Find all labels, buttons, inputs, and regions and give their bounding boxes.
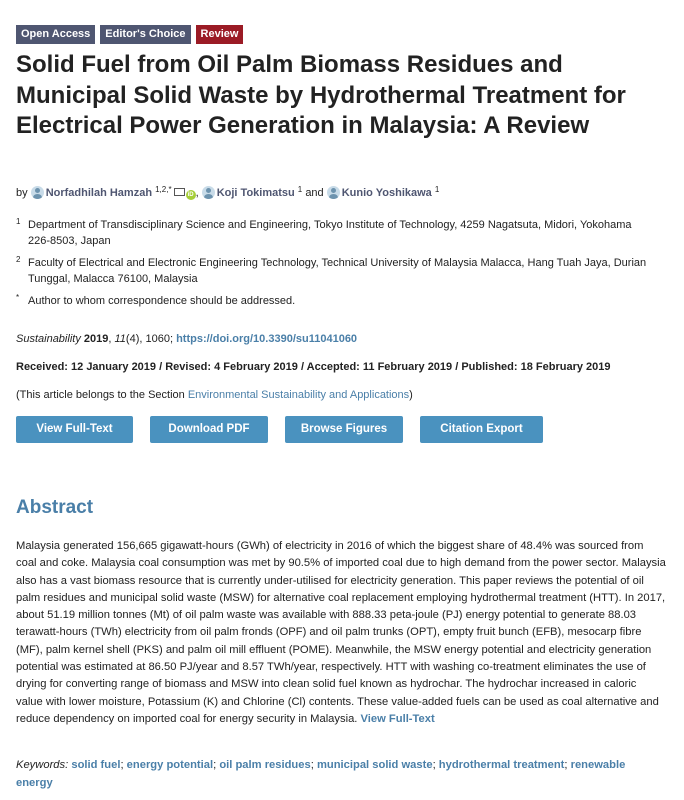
keyword-link[interactable]: oil palm residues — [219, 759, 311, 771]
author-sup: 1 — [434, 185, 440, 194]
author-link-tokimatsu[interactable]: Koji Tokimatsu — [216, 187, 295, 199]
citation-volume: 11 — [114, 333, 126, 345]
affiliations — [16, 217, 656, 315]
doi-link[interactable]: https://doi.org/10.3390/su11041060 — [176, 333, 358, 345]
badge-row — [16, 25, 243, 44]
browse-figures-button[interactable]: Browse Figures — [285, 416, 403, 443]
affiliation-number: * — [16, 293, 20, 302]
citation-issue: (4), 1060; — [125, 333, 174, 345]
affiliation-item — [16, 293, 656, 309]
citation-line: Sustainability 2019, 11(4), 1060; https://doi.org/10.3390/su11041060 — [16, 333, 358, 345]
article-title: Solid Fuel from Oil Palm Biomass Residues and Municipal Solid Waste by Hydrothermal Treatment for Electrical Power Generation in Malaysia: A Review — [16, 51, 626, 139]
author-sup: 1,2,* — [155, 185, 172, 194]
keywords: Keywords: solid fuel; energy potential; oil palm residues; municipal solid waste; hydrothermal treatment; renewable energy — [16, 759, 626, 789]
envelope-icon[interactable] — [174, 188, 185, 196]
affiliation-item — [16, 255, 656, 287]
author-sup: 1 — [297, 185, 303, 194]
review-badge[interactable]: Review — [196, 25, 244, 44]
author-line — [16, 185, 439, 200]
abstract-view-full-text-link[interactable]: View Full-Text — [360, 712, 435, 725]
abstract-body — [16, 538, 666, 728]
affiliation-item — [16, 217, 656, 249]
section-note — [16, 389, 413, 401]
abstract-text: Malaysia generated 156,665 gigawatt-hours (GWh) of electricity in 2016 of which the biggest share of 48.4% was sourced from coal and coke. Malaysia coal consumption was met by 90.5% of imported coal due to high demand from the power sector. Malaysia also has a vast biomass resource that is currently under-utilised for electricity generation. This paper reviews the potential of oil palm residues and municipal solid waste (MSW) for alternative coal replacement employing hydrothermal treatment (HTT). In 2017, about 51.19 million tonnes (Mt) of oil palm waste was available with 888.33 peta-joule (PJ) energy potential to generate 88.03 terawatt-hours (TWh) electricity from oil palm fronds (OPF) and oil palm trunks (OPT), empty fruit bunch (EFB), mesocarp fibre (MF), palm kernel shell (PKS) and palm oil mill effluent (POME). Meanwhile, the MSW energy potential and electricity generation potential was estimated at 86.50 PJ/year and 8.57 TWh/year, respectively. HTT with washing co-treatment eliminates the use of drying for converting range of biomass and MSW into clean solid fuel known as hydrochar. The hydrochar increased in caloric value with lower moisture, Potassium (K) and Chlorine (Cl) contents. These value-added fuels can be used as coal alternative and reduce dependency on imported coal for energy security in Malaysia. — [16, 540, 666, 725]
author-avatar-icon — [31, 186, 44, 199]
keyword-link[interactable]: hydrothermal treatment — [438, 759, 565, 771]
open-access-badge[interactable]: Open Access — [16, 25, 95, 44]
publication-dates: Received: 12 January 2019 / Revised: 4 February 2019 / Accepted: 11 February 2019 / Published: 18 February 2019 — [16, 361, 611, 373]
keyword-link[interactable]: renewable energy — [16, 759, 626, 789]
journal-name: Sustainability — [16, 333, 81, 345]
section-link[interactable]: Environmental Sustainability and Applications — [187, 389, 410, 401]
view-full-text-button[interactable]: View Full-Text — [16, 416, 133, 443]
abstract-heading: Abstract — [16, 497, 94, 518]
affiliation-number: 2 — [16, 255, 21, 264]
action-buttons — [16, 416, 543, 443]
affiliation-number: 1 — [16, 217, 21, 226]
affiliation-text: Department of Transdisciplinary Science and Engineering, Tokyo Institute of Technology, 4259 Nagatsuta, Midori, Yokohama 226-8503, Japan — [28, 219, 632, 247]
keyword-link[interactable]: municipal solid waste — [316, 759, 433, 771]
orcid-icon[interactable]: iD — [187, 192, 194, 198]
by-label: by — [16, 187, 28, 199]
section-note-suffix: ) — [409, 389, 413, 401]
author-avatar-icon — [202, 186, 215, 199]
keyword-link[interactable]: energy potential — [126, 759, 214, 771]
section-note-prefix: (This article belongs to the Section — [16, 389, 188, 401]
author-separator: , — [195, 187, 199, 199]
keyword-link[interactable]: solid fuel — [71, 759, 121, 771]
keywords-label: Keywords: — [16, 759, 69, 771]
affiliation-text: Faculty of Electrical and Electronic Engineering Technology, Technical University of Malaysia Malacca, Hang Tuah Jaya, Durian Tunggal, Malacca 76100, Malaysia — [28, 257, 647, 285]
author-avatar-icon — [327, 186, 340, 199]
author-link-yoshikawa[interactable]: Kunio Yoshikawa — [341, 187, 432, 199]
editors-choice-badge[interactable]: Editor's Choice — [100, 25, 190, 44]
author-link-hamzah[interactable]: Norfadhilah Hamzah — [45, 187, 153, 199]
download-pdf-button[interactable]: Download PDF — [150, 416, 268, 443]
citation-export-button[interactable]: Citation Export — [420, 416, 543, 443]
affiliation-text: Author to whom correspondence should be addressed. — [28, 295, 296, 307]
citation-year: 2019 — [83, 333, 109, 345]
and-label: and — [305, 187, 324, 199]
